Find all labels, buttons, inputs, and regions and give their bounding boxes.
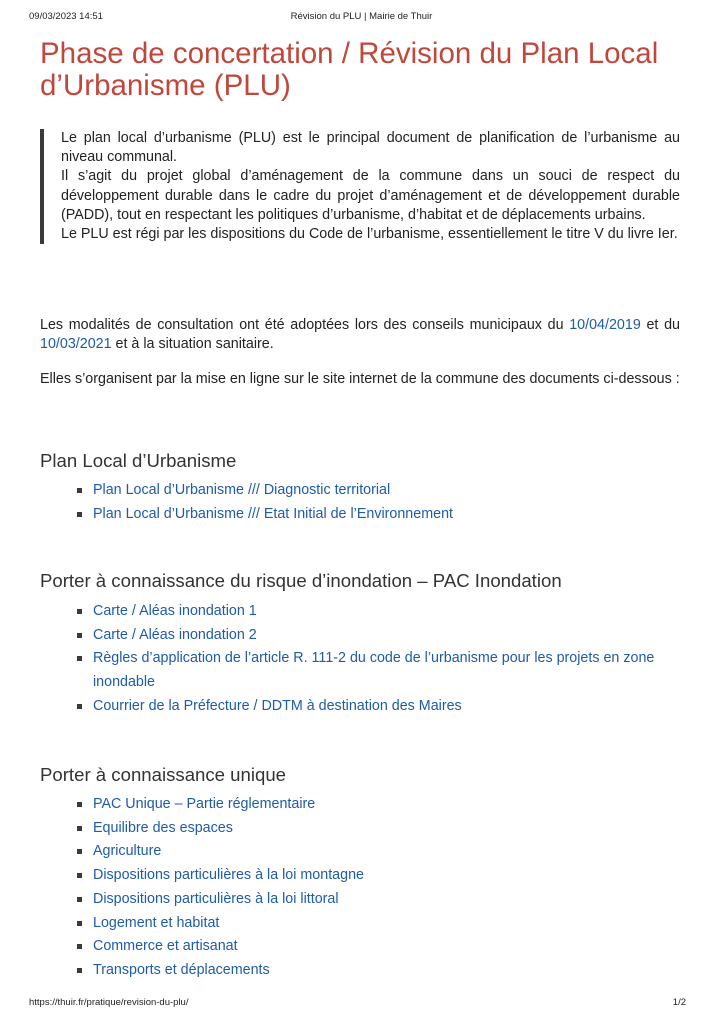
document-list-pac-inondation [76,600,686,719]
document-list-pac-unique [76,793,686,983]
bullet-icon [77,609,82,614]
print-header [29,11,694,25]
section-heading-pac-unique: Porter à connaissance unique [40,764,287,785]
bullet-icon [77,968,82,973]
document-link[interactable] [76,479,686,503]
intro-quote [40,129,680,244]
document-link-label[interactable]: Plan Local d’Urbanisme /// Diagnostic territorial [93,482,391,498]
document-link[interactable] [76,888,686,912]
document-link[interactable] [76,695,686,719]
document-link[interactable] [76,935,686,959]
document-link[interactable] [76,912,686,936]
document-link[interactable] [76,647,686,694]
page-title: Phase de concertation / Révision du Plan Local d’Urbanisme (PLU) [40,37,659,102]
document-link-label[interactable]: Carte / Aléas inondation 1 [93,603,257,619]
section-heading-pac-inondation: Porter à connaissance du risque d’inondation – PAC Inondation [40,570,562,591]
document-link-label[interactable]: Règles d’application de l’article R. 111-2 du code de l’urbanisme pour les projets en zone inondable [93,650,655,691]
document-link-label[interactable]: Equilibre des espaces [93,819,233,836]
consultation-text-middle: et du [640,317,680,333]
section-heading-plu: Plan Local d’Urbanisme [40,450,237,471]
intro-paragraph-2: Il s’agit du projet global d’aménagement de la commune dans un souci de respect du développement durable dans le cadre du projet d’aménagement et de développement durable (PADD), tout en respectant les politiques d’urbanisme, d’habitat et de déplacements urbains. [61,168,680,223]
bullet-icon [77,873,82,878]
document-link[interactable] [76,624,686,648]
print-url: https://thuir.fr/pratique/revision-du-plu/ [29,997,189,1008]
bullet-icon [77,921,82,926]
bullet-icon [77,944,82,949]
bullet-icon [77,704,82,709]
page-number: 1/2 [672,997,686,1008]
consultation-text-after: et à la situation sanitaire. [111,336,274,353]
bullet-icon [77,802,82,807]
document-link-label[interactable]: Agriculture [93,843,162,860]
intro-paragraph-3: Le PLU est régi par les dispositions du Code de l’urbanisme, essentiellement le titre V du livre Ier. [61,226,678,243]
document-link[interactable] [76,817,686,841]
print-date: 09/03/2023 14:51 [29,11,103,22]
document-link-label[interactable]: Logement et habitat [93,914,220,931]
document-link[interactable] [76,840,686,864]
document-link-label[interactable]: Commerce et artisanat [93,938,238,955]
document-link-label[interactable]: Plan Local d’Urbanisme /// Etat Initial de l’Environnement [93,505,453,522]
organisation-paragraph: Elles s’organisent par la mise en ligne sur le site internet de la commune des documents ci-dessous : [40,371,680,387]
bullet-icon [77,897,82,902]
bullet-icon [77,488,82,493]
date-link-2019[interactable]: 10/04/2019 [569,317,641,333]
document-link-label[interactable]: Courrier de la Préfecture / DDTM à destination des Maires [93,697,462,714]
consultation-text-before: Les modalités de consultation ont été adoptées lors des conseils municipaux du [40,317,570,333]
bullet-icon [77,826,82,831]
document-link-label[interactable]: Dispositions particulières à la loi littoral [93,890,339,907]
print-page-title: Révision du PLU | Mairie de Thuir [290,11,433,22]
document-list-plu [76,479,686,526]
document-link-label[interactable]: Carte / Aléas inondation 2 [93,626,257,643]
document-link[interactable] [76,793,686,817]
date-link-2021[interactable]: 10/03/2021 [40,336,112,353]
document-link[interactable] [76,864,686,888]
document-link[interactable] [76,959,686,983]
intro-paragraph-1: Le plan local d’urbanisme (PLU) est le principal document de planification de l’urbanisme au niveau communal. [61,130,680,166]
document-link[interactable] [76,503,686,527]
bullet-icon [77,656,82,661]
document-link-label[interactable]: PAC Unique – Partie réglementaire [93,796,316,812]
bullet-icon [77,512,82,517]
bullet-icon [77,633,82,638]
bullet-icon [77,849,82,854]
document-link[interactable] [76,600,686,624]
document-link-label[interactable]: Dispositions particulières à la loi montagne [93,867,364,884]
consultation-paragraph [40,316,680,354]
print-footer [29,997,686,1011]
document-link-label[interactable]: Transports et déplacements [93,961,270,978]
